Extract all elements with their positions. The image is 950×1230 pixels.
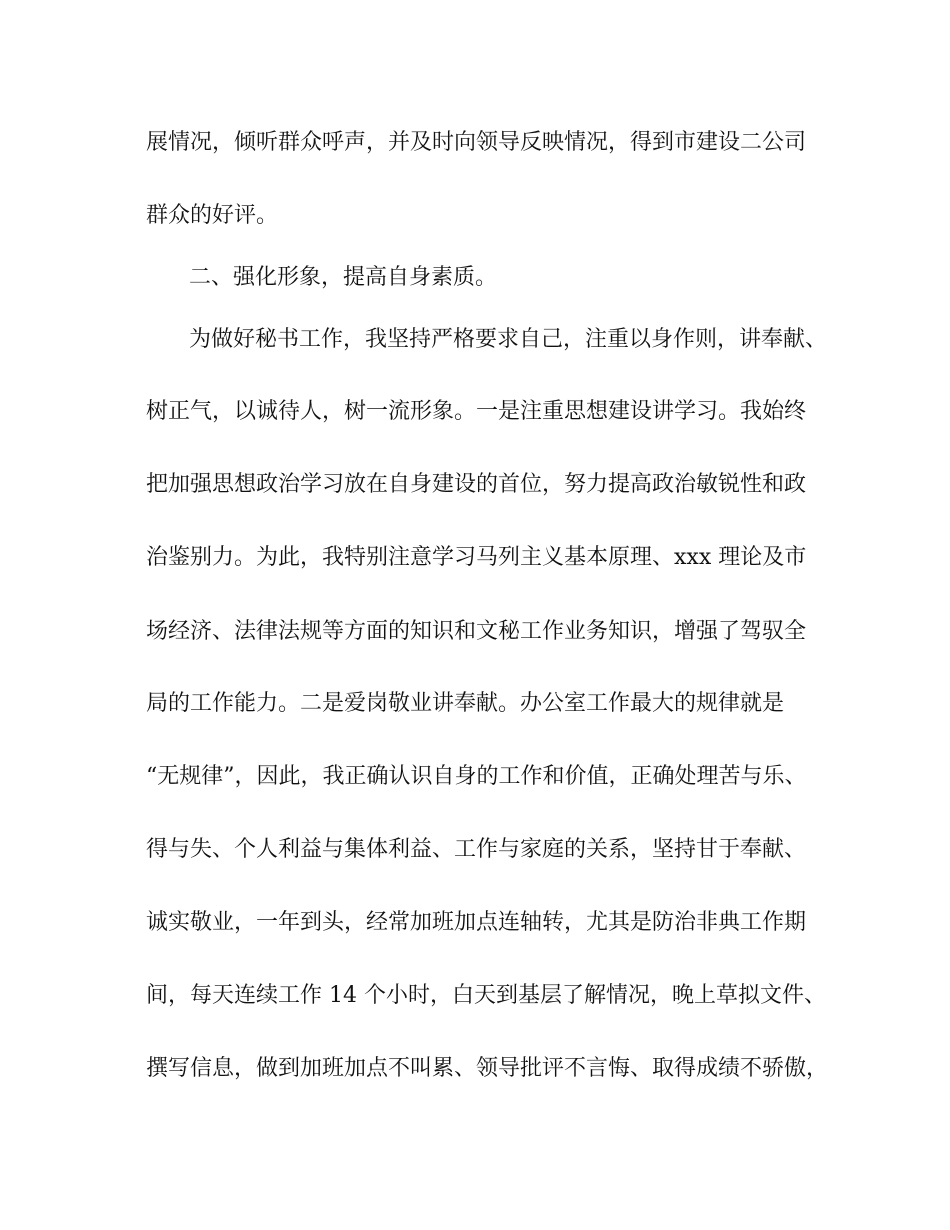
text-line: 间，每天连续工作 14 个小时，白天到基层了解情况，晚上草拟文件、 <box>146 983 826 1008</box>
text-line: 局的工作能力。二是爱岗敬业讲奉献。办公室工作最大的规律就是 <box>146 691 785 716</box>
text-line: 场经济、法律法规等方面的知识和文秘工作业务知识，增强了驾驭全 <box>146 619 807 644</box>
text-line: 撰写信息，做到加班加点不叫累、领导批评不言悔、取得成绩不骄傲， <box>146 1056 829 1081</box>
text-line: “无规律”，因此，我正确认识自身的工作和价值，正确处理苦与乐、 <box>146 764 807 789</box>
text-line: 得与失、个人利益与集体利益、工作与家庭的关系，坚持甘于奉献、 <box>146 837 807 862</box>
text-line: 诚实敬业，一年到头，经常加班加点连轴转，尤其是防治非典工作期 <box>146 910 807 935</box>
text-line: 治鉴别力。为此，我特别注意学习马列主义基本原理、xxx 理论及市 <box>146 545 807 570</box>
text-line: 树正气，以诚待人，树一流形象。一是注重思想建设讲学习。我始终 <box>146 399 807 424</box>
text-line: 群众的好评。 <box>146 203 279 228</box>
text-line: 展情况，倾听群众呼声，并及时向领导反映情况，得到市建设二公司 <box>146 130 807 155</box>
paragraph-first-line: 为做好秘书工作，我坚持严格要求自己，注重以身作则，讲奉献、 <box>189 327 828 352</box>
section-heading: 二、强化形象，提高自身素质。 <box>189 265 498 290</box>
text-line: 把加强思想政治学习放在自身建设的首位，努力提高政治敏锐性和政 <box>146 472 807 497</box>
